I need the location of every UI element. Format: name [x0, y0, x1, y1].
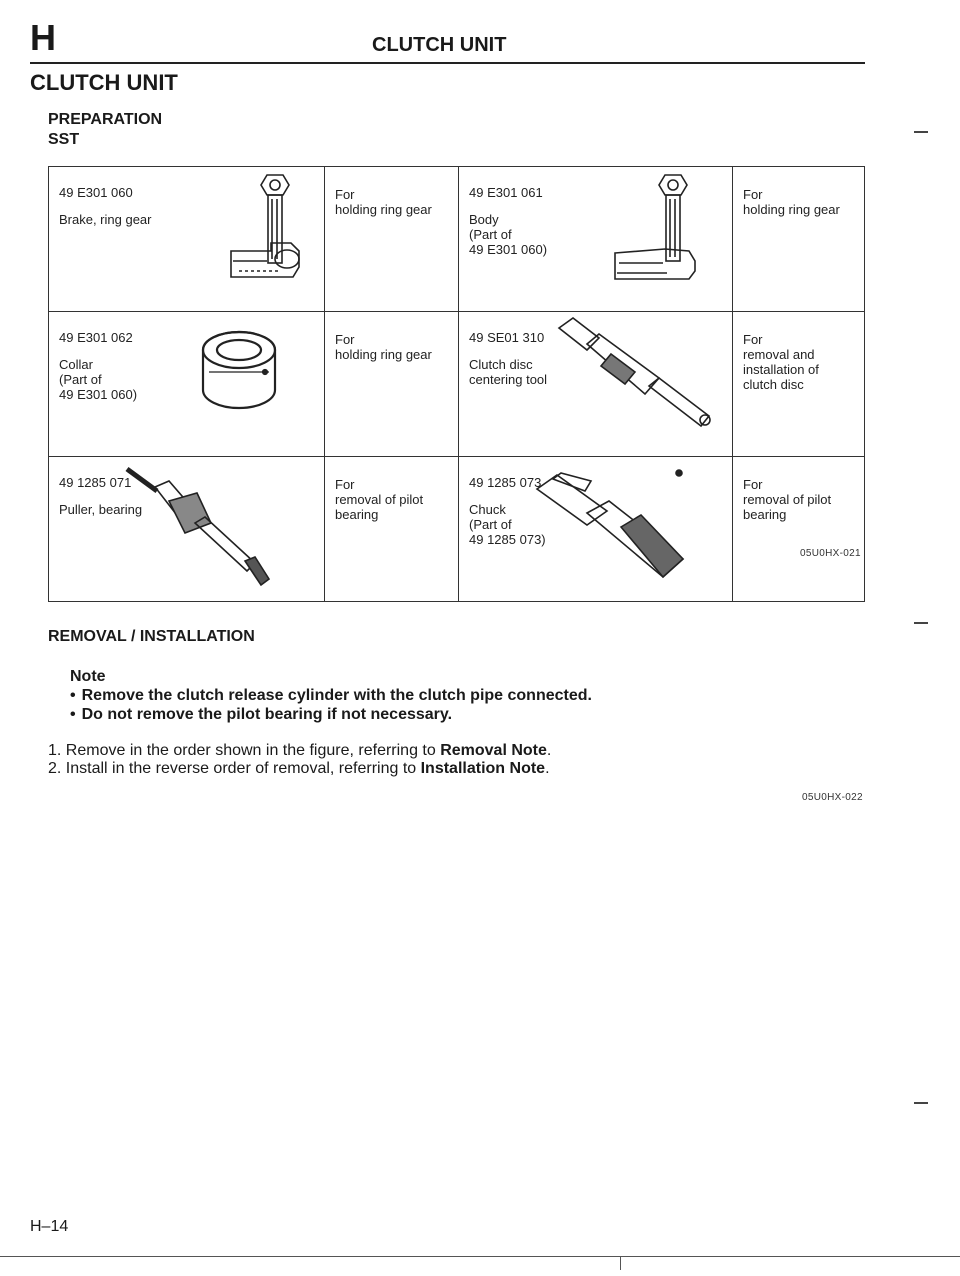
sst-tool-number: 49 E301 062 [59, 330, 133, 345]
sst-purpose-text: removal of pilot [743, 492, 832, 507]
sst-purpose-text: For [743, 332, 763, 347]
removal-installation-heading: REMOVAL / INSTALLATION [48, 628, 255, 645]
sst-tool-cell [459, 457, 733, 602]
sst-purpose-text: clutch disc [743, 377, 804, 392]
sst-subheading: SST [48, 131, 80, 148]
sst-purpose-cell [325, 457, 459, 602]
sst-purpose-text: holding ring gear [335, 202, 432, 217]
sst-tool-name: (Part of [469, 517, 512, 532]
sst-purpose-text: installation of [743, 362, 819, 377]
sst-tool-cell [459, 167, 733, 312]
sst-purpose-text: For [743, 477, 763, 492]
footer-tick [620, 1256, 621, 1270]
margin-mark [914, 622, 928, 624]
sst-tool-name: (Part of [59, 372, 102, 387]
sst-tool-name: Brake, ring gear [59, 212, 152, 227]
sst-tool-name: centering tool [469, 372, 548, 387]
removal-note-reference: Removal Note [440, 742, 547, 759]
sst-purpose-text: For [335, 332, 355, 347]
sst-purpose-text: removal and [743, 347, 815, 362]
sst-purpose-text: holding ring gear [743, 202, 840, 217]
sst-tool-name: Chuck [469, 502, 506, 517]
sst-table [48, 166, 865, 602]
note-item: • Do not remove the pilot bearing if not necessary. [70, 705, 592, 724]
sst-purpose-cell [733, 167, 865, 312]
note-title: Note [70, 668, 106, 685]
sst-tool-number: 49 E301 061 [469, 185, 543, 200]
header-rule [30, 62, 865, 64]
figure-code: 05U0HX-021 [800, 548, 861, 559]
sst-purpose-text: bearing [743, 507, 787, 522]
sst-tool-name: Clutch disc [469, 357, 533, 372]
note-item: • Remove the clutch release cylinder with the clutch pipe connected. [70, 686, 592, 705]
sst-purpose-text: removal of pilot [335, 492, 424, 507]
preparation-heading: PREPARATION [48, 111, 163, 128]
footer-rule [0, 1256, 960, 1257]
sst-purpose-text: For [335, 477, 355, 492]
installation-note-reference: Installation Note [420, 760, 546, 777]
sst-tool-text [59, 185, 152, 227]
sst-row [49, 312, 865, 457]
sst-tool-cell [49, 167, 325, 312]
margin-mark [914, 131, 928, 133]
sst-tool-text [469, 330, 547, 387]
header-title: CLUTCH UNIT [372, 34, 507, 56]
bearing-puller-icon [121, 463, 281, 593]
procedure-step: 2. Install in the reverse order of removal, referring to Installation Note. [48, 760, 550, 777]
sst-tool-name: Puller, bearing [59, 502, 143, 517]
centering-tool-icon [549, 314, 729, 434]
ring-gear-brake-icon [219, 169, 329, 294]
sst-tool-text [59, 330, 137, 402]
sst-row [49, 167, 865, 312]
sst-tool-cell [459, 312, 733, 457]
figure-code: 05U0HX-022 [802, 792, 863, 803]
sst-tool-number: 49 E301 060 [59, 185, 133, 200]
sst-tool-number: 49 1285 073 [469, 475, 542, 490]
page-number: H–14 [30, 1218, 69, 1235]
margin-mark [914, 1102, 928, 1104]
sst-purpose-text: For [335, 187, 355, 202]
sst-tool-name: Body [469, 212, 499, 227]
sst-tool-number: 49 SE01 310 [469, 330, 545, 345]
procedure-step: 1. Remove in the order shown in the figure, referring to Removal Note. [48, 742, 552, 759]
sst-tool-cell [49, 312, 325, 457]
sst-purpose-cell [325, 312, 459, 457]
collar-icon [189, 320, 289, 435]
sst-tool-name: Collar [59, 357, 93, 372]
sst-tool-cell [49, 457, 325, 602]
section-letter: H [30, 17, 56, 58]
note-list [70, 686, 592, 724]
sst-tool-text [469, 185, 547, 257]
sst-purpose-text: holding ring gear [335, 347, 432, 362]
sst-purpose-cell [733, 457, 865, 602]
sst-row [49, 457, 865, 602]
sst-tool-name: 49 E301 060) [59, 387, 138, 402]
sst-purpose-cell [733, 312, 865, 457]
chuck-icon [529, 465, 699, 595]
sst-purpose-text: For [743, 187, 763, 202]
sst-tool-number: 49 1285 071 [59, 475, 132, 490]
sst-tool-name: 49 E301 060) [469, 242, 548, 257]
sst-purpose-text: bearing [335, 507, 379, 522]
sst-tool-name: 49 1285 073) [469, 532, 546, 547]
sst-purpose-cell [325, 167, 459, 312]
brake-body-icon [605, 169, 715, 294]
sst-tool-name: (Part of [469, 227, 512, 242]
page-title: CLUTCH UNIT [30, 70, 178, 95]
procedure-steps [48, 742, 551, 778]
